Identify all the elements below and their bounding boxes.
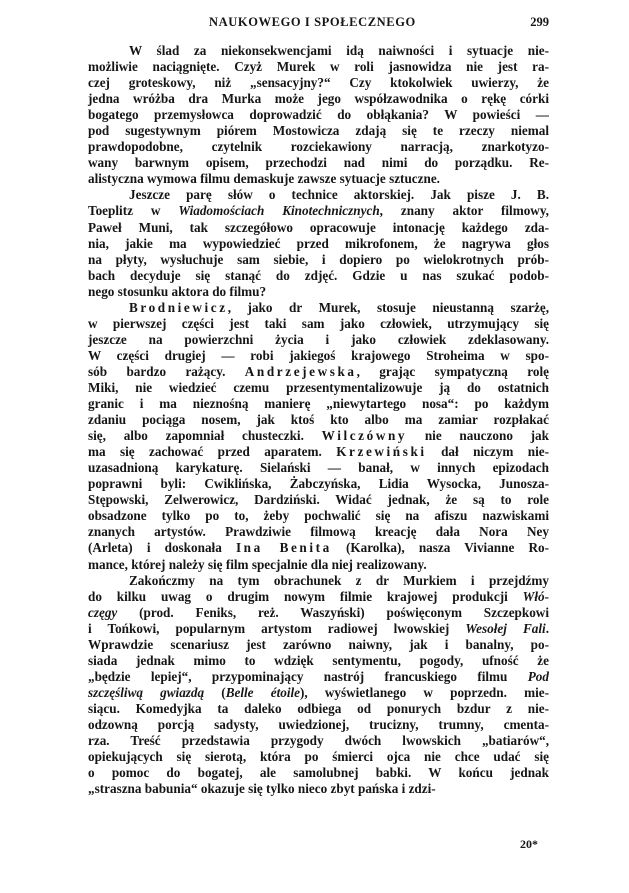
text-run: rza. Treść przedstawia przygody dwóch lwowskich „batiarów“, bbox=[88, 733, 549, 749]
text-run: Stępowski, Zelwerowicz, Dardziński. Widać jednak, że są to role bbox=[88, 492, 549, 508]
text-run: obsadzone tylko po to, żeby pochwalić się na afiszu nazwiskami bbox=[88, 508, 549, 524]
printer-signature-mark: 20* bbox=[520, 837, 538, 851]
text-run: (Karolka), nasza Vivianne Ro- bbox=[331, 540, 549, 556]
text-line bbox=[88, 332, 549, 348]
text-line bbox=[88, 765, 549, 781]
text-run: W części drugiej — robi jakiegoś krajowego Stroheima w spo- bbox=[88, 347, 549, 363]
text-line bbox=[88, 316, 549, 332]
text-run: o pomoc do bogatej, ale samolubnej babki. W końcu jednak bbox=[88, 765, 549, 781]
text-run: ), wyświetlanego w poprzedn. mie- bbox=[300, 684, 549, 700]
text-line bbox=[88, 300, 549, 316]
text-run: . bbox=[545, 620, 549, 636]
text-run: Jeszcze parę słów o technice aktorskiej. Jak pisze J. B. bbox=[129, 187, 549, 203]
page-header bbox=[88, 15, 549, 35]
text-line bbox=[88, 637, 549, 653]
text-run: , grając sympatyczną rolę bbox=[356, 363, 549, 379]
text-run: możliwie naciągnięte. Czyż Murek w roli jasnowidza nie jest ra- bbox=[88, 59, 549, 75]
text-line bbox=[88, 717, 549, 733]
text-run: opiekujących się sierotą, która po śmierci ojca nie chce udać się bbox=[88, 749, 549, 765]
text-line bbox=[88, 155, 549, 171]
text-line bbox=[88, 268, 549, 284]
text-run: jedna wróżba dra Murka może jego współzawodnika o rękę córki bbox=[88, 91, 549, 107]
text-line bbox=[88, 348, 549, 364]
text-run: siada jednak mimo to wdzięk sentymentu, pogody, ufność że bbox=[88, 652, 549, 668]
text-run: znanych artystów. Prawdziwie filmową kreację dała Nora Ney bbox=[88, 524, 549, 540]
text-line bbox=[88, 203, 549, 219]
text-line bbox=[88, 412, 549, 428]
italic-title: Włó- bbox=[522, 588, 549, 604]
italic-title: Wesołej Fali bbox=[465, 620, 546, 636]
text-run: wany barwnym opisem, przechodzi nad nimi do porządku. Re- bbox=[88, 155, 549, 171]
spaced-name: Krzewiński bbox=[336, 444, 427, 460]
running-head: NAUKOWEGO I SPOŁECZNEGO bbox=[209, 15, 416, 29]
text-run: prawdopodobne, czytelnik rozciekawiony narracją, znarkotyzo- bbox=[88, 139, 549, 155]
text-run: dał niczym nie- bbox=[426, 444, 550, 460]
text-line bbox=[88, 123, 549, 139]
text-run: nia, jakie ma wypowiedzieć przed mikrofonem, że nagrywa głos bbox=[88, 235, 549, 251]
italic-title: Wiadomościach Kinotechnicznych bbox=[178, 203, 380, 219]
text-line bbox=[88, 59, 549, 75]
text-line bbox=[88, 107, 549, 123]
text-line bbox=[88, 252, 549, 268]
text-run: Toeplitz w bbox=[88, 203, 179, 219]
text-line bbox=[88, 605, 549, 621]
text-run: sób bardzo rażący. bbox=[88, 363, 245, 379]
text-line bbox=[88, 75, 549, 91]
text-run: Paweł Muni, tak szczegółowo opracowuje intonację każdego zda- bbox=[88, 219, 549, 235]
text-line bbox=[88, 508, 549, 524]
spaced-name: Andrzejewska bbox=[244, 363, 357, 379]
text-line bbox=[88, 540, 549, 556]
text-line bbox=[88, 364, 549, 380]
text-run: nie nauczono jak bbox=[407, 428, 549, 444]
paragraph bbox=[88, 300, 549, 573]
text-line bbox=[88, 380, 549, 396]
text-line bbox=[88, 781, 549, 797]
text-run: Miki, nie wiedzieć czemu przesentymentalizowuje ją do ostatnich bbox=[88, 379, 549, 395]
text-line bbox=[88, 139, 549, 155]
spaced-name: Brodniewicz bbox=[129, 299, 228, 315]
text-line bbox=[88, 621, 549, 637]
text-run: (Arleta) i doskonała bbox=[88, 540, 236, 556]
text-run: odzowną porcją sadysty, uwiedzionej, trucizny, trumny, cmenta- bbox=[88, 716, 549, 732]
text-run: nego stosunku aktora do filmu? bbox=[88, 283, 267, 299]
page-number: 299 bbox=[530, 15, 549, 29]
text-run: mance, której należy się film specjalnie dla niej realizowany. bbox=[88, 556, 427, 572]
text-run: alistyczna wymowa filmu demaskuje zawsze sytuacje sztuczne. bbox=[88, 171, 440, 187]
text-line bbox=[88, 573, 549, 589]
text-line bbox=[88, 444, 549, 460]
text-line bbox=[88, 171, 549, 187]
text-run: W ślad za niekonsekwencjami idą naiwności i sytuacje nie- bbox=[129, 43, 549, 58]
italic-title: Pod bbox=[527, 668, 549, 684]
text-run: siącu. Komedyjka ta daleko odbiega od ponurych bzdur z nie- bbox=[88, 700, 549, 716]
paragraph bbox=[88, 187, 549, 299]
text-line bbox=[88, 284, 549, 300]
text-run: poprawni byli: Cwiklińska, Żabczyńska, Lidia Wysocka, Junosza- bbox=[88, 476, 549, 492]
text-run: czej groteskowy, niż „sensacyjny?“ Czy ktokolwiek uwierzy, że bbox=[88, 75, 549, 91]
text-run: , jako dr Murek, stosuje nieustanną szarżę, bbox=[227, 299, 549, 315]
text-run: (prod. Feniks, reż. Waszyński) poświęconym Szczepkowi bbox=[117, 604, 549, 620]
spaced-name: Wilczówny bbox=[321, 428, 408, 444]
paragraph bbox=[88, 43, 549, 187]
text-line bbox=[88, 220, 549, 236]
text-run: bach decyduje się stanąć do zdjęć. Gdzie u nas szukać podob- bbox=[88, 267, 549, 283]
text-line bbox=[88, 749, 549, 765]
text-line bbox=[88, 476, 549, 492]
text-line bbox=[88, 460, 549, 476]
text-run: w pierwszej części jest taki sam jako człowiek, utrzymujący się bbox=[88, 315, 549, 331]
text-run: , znany aktor filmowy, bbox=[379, 203, 549, 219]
text-run: na płyty, wysłuchuje sam siebie, i dopiero po wielokrotnych prób- bbox=[88, 251, 549, 267]
paragraph bbox=[88, 573, 549, 798]
italic-title: szczęśliwą gwiazdą bbox=[88, 684, 205, 700]
text-line bbox=[88, 91, 549, 107]
text-line bbox=[88, 701, 549, 717]
text-line bbox=[88, 43, 549, 59]
text-run: Zakończmy na tym obrachunek z dr Murkiem i przejdźmy bbox=[129, 572, 549, 588]
text-line bbox=[88, 187, 549, 203]
text-line bbox=[88, 524, 549, 540]
text-line bbox=[88, 396, 549, 412]
text-line bbox=[88, 733, 549, 749]
text-run: „będzie lepiej“, przypominający nastrój francuskiego filmu bbox=[88, 668, 528, 684]
text-run: Wprawdzie scenariusz jest zarówno naiwny, jak i banalny, po- bbox=[88, 636, 549, 652]
text-run: granic i ma nieznośną manierę „niewytartego nosa“: po każdym bbox=[88, 396, 549, 412]
text-line bbox=[88, 557, 549, 573]
text-run: zdaniu pociąga nosem, jak ktoś kto albo ma zamiar rozpłakać bbox=[88, 412, 549, 428]
text-run: ma się zachować przed aparatem. bbox=[88, 444, 337, 460]
text-line bbox=[88, 589, 549, 605]
text-run: ( bbox=[204, 684, 226, 700]
text-line bbox=[88, 653, 549, 669]
spaced-name: Ina Benita bbox=[235, 540, 332, 556]
body-text bbox=[88, 43, 549, 797]
text-line bbox=[88, 428, 549, 444]
italic-title: Belle étoile bbox=[225, 684, 301, 700]
text-run: „straszna babunia“ okazuje się tylko nieco zbyt pańska i zdzi- bbox=[88, 781, 436, 797]
text-line bbox=[88, 236, 549, 252]
text-run: pod sugestywnym piórem Mostowicza zdają się te rzeczy niemal bbox=[88, 123, 549, 139]
text-line bbox=[88, 492, 549, 508]
text-line bbox=[88, 669, 549, 685]
text-run: się, albo zapomniał chusteczki. bbox=[88, 428, 322, 444]
italic-title: częgy bbox=[88, 604, 118, 620]
text-run: jeszcze na powierzchni życia i jako człowiek zdeklasowany. bbox=[88, 331, 549, 347]
text-run: do kilku uwag o drugim nowym filmie krajowej produkcji bbox=[88, 588, 523, 604]
text-run: uzasadnioną karykaturę. Sielański — banał, w innych epizodach bbox=[88, 460, 549, 476]
text-run: i Tońkowi, popularnym artystom radiowej lwowskiej bbox=[88, 620, 466, 636]
text-line bbox=[88, 685, 549, 701]
text-run: bogatego przemysłowca doprowadzić do obłąkania? W powieści — bbox=[88, 107, 549, 123]
